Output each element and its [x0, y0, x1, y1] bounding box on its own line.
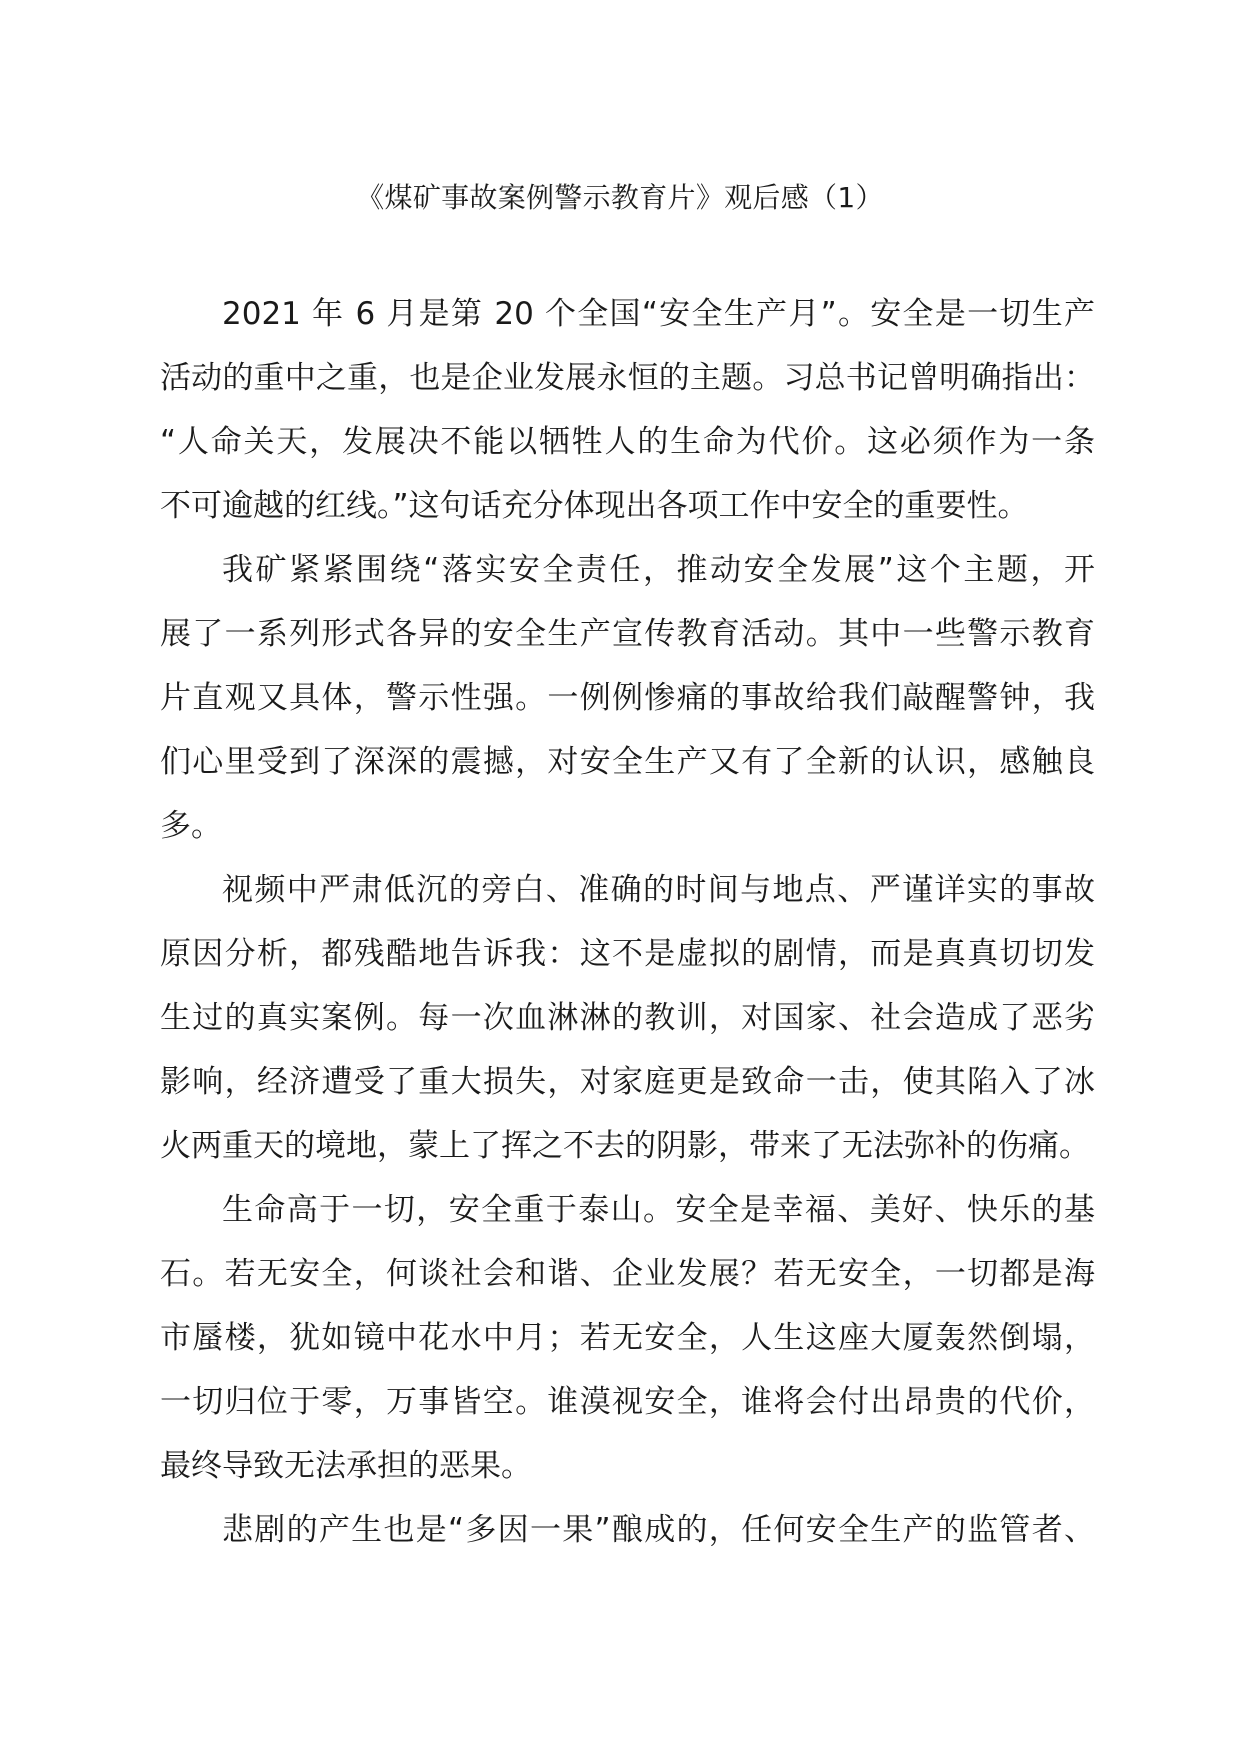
text-line: 石。若无安全，何谈社会和谐、企业发展？若无安全，一切都是海 [160, 1256, 1095, 1292]
document-body [160, 282, 1095, 1562]
text-line: 2021 年 6 月是第 20 个全国“安全生产月”。安全是一切生产 [222, 296, 1095, 332]
text-line: 生命高于一切，安全重于泰山。安全是幸福、美好、快乐的基 [222, 1192, 1095, 1228]
text-line: 最终导致无法承担的恶果。 [160, 1448, 532, 1484]
text-line: 活动的重中之重，也是企业发展永恒的主题。习总书记曾明确指出： [160, 360, 1095, 396]
text-line: 多。 [160, 808, 222, 844]
text-line: 视频中严肃低沉的旁白、准确的时间与地点、严谨详实的事故 [222, 872, 1095, 908]
text-line: 片直观又具体，警示性强。一例例惨痛的事故给我们敲醒警钟，我 [160, 680, 1095, 716]
text-line: 生过的真实案例。每一次血淋淋的教训，对国家、社会造成了恶劣 [160, 1000, 1095, 1036]
text-line: 一切归位于零，万事皆空。谁漠视安全，谁将会付出昂贵的代价， [160, 1384, 1095, 1420]
text-line: 影响，经济遭受了重大损失，对家庭更是致命一击，使其陷入了冰 [160, 1064, 1095, 1100]
paragraph [160, 858, 1095, 1178]
text-line: 不可逾越的红线。”这句话充分体现出各项工作中安全的重要性。 [160, 488, 1029, 524]
paragraph [160, 1178, 1095, 1498]
text-line: 原因分析，都残酷地告诉我：这不是虚拟的剧情，而是真真切切发 [160, 936, 1095, 972]
text-line: 火两重天的境地，蒙上了挥之不去的阴影，带来了无法弥补的伤痛。 [160, 1128, 1090, 1164]
paragraph [160, 538, 1095, 858]
text-line: 展了一系列形式各异的安全生产宣传教育活动。其中一些警示教育 [160, 616, 1095, 652]
text-line: 们心里受到了深深的震撼，对安全生产又有了全新的认识，感触良 [160, 744, 1095, 780]
text-line: “人命关天，发展决不能以牺牲人的生命为代价。这必须作为一条 [160, 424, 1095, 460]
text-line: 市蜃楼，犹如镜中花水中月；若无安全，人生这座大厦轰然倒塌， [160, 1320, 1095, 1356]
document-title: 《煤矿事故案例警示教育片》观后感（1） [356, 181, 884, 214]
text-line: 悲剧的产生也是“多因一果”酿成的，任何安全生产的监管者、 [222, 1512, 1095, 1548]
paragraph [160, 1498, 1095, 1562]
text-line: 我矿紧紧围绕“落实安全责任，推动安全发展”这个主题，开 [222, 552, 1095, 588]
paragraph [160, 282, 1095, 538]
